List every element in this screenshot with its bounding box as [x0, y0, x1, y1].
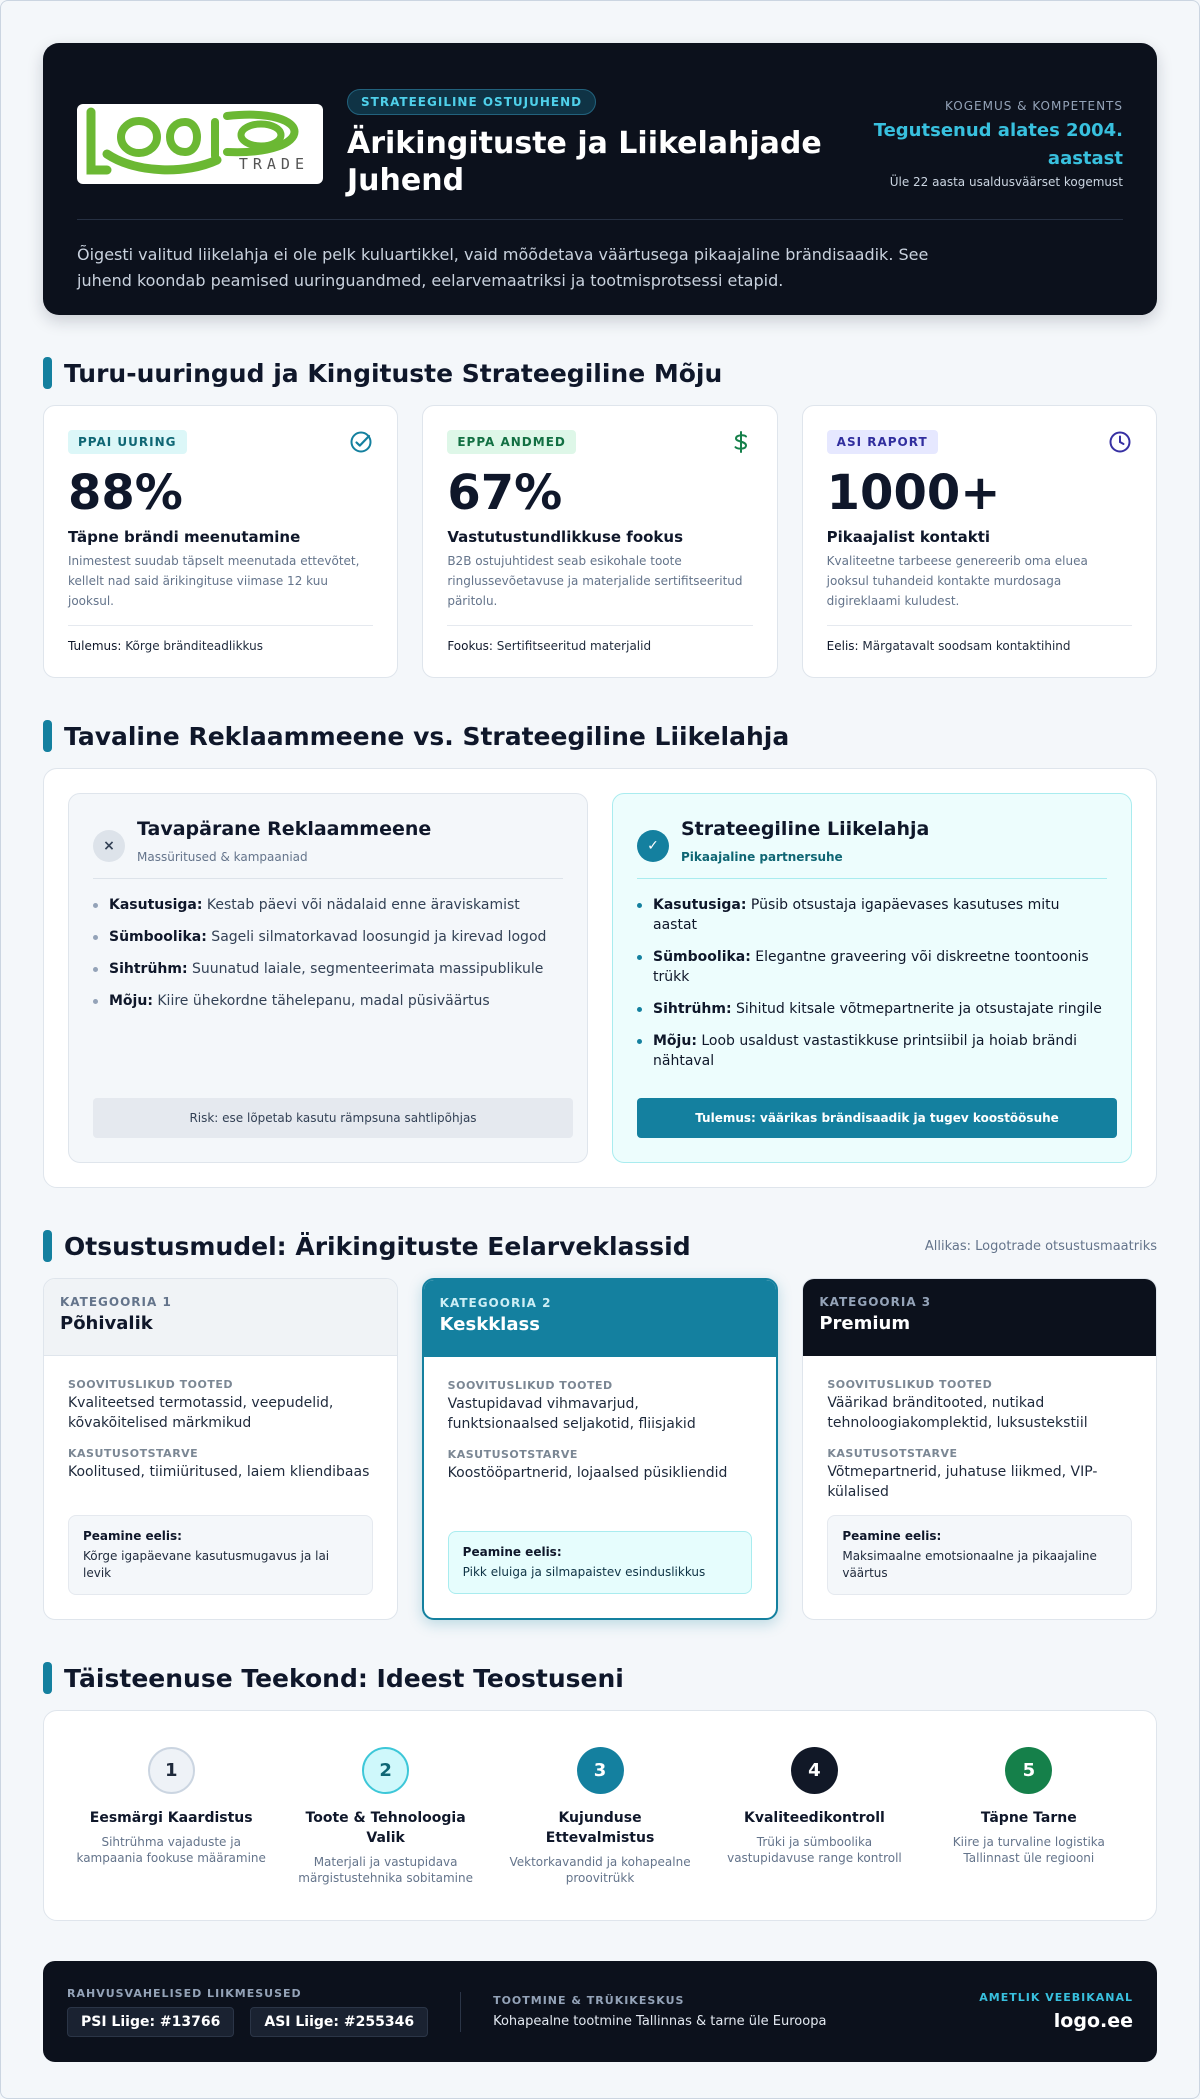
- item-key: Mõju:: [653, 1033, 697, 1049]
- benefit-value: Kõrge igapäevane kasutusmugavus ja lai levik: [83, 1549, 330, 1580]
- products-label: SOOVITUSLIKUD TOOTED: [447, 1379, 613, 1392]
- asi-membership-badge: ASI Liige: #255346: [250, 2007, 428, 2037]
- tier-name: Premium: [819, 1313, 911, 1334]
- step-text: Trüki ja sümboolika vastupidavuse range kontroll: [727, 1835, 902, 1865]
- stat-label: Pikaajalist kontakti: [826, 528, 991, 546]
- logo-wordmark: TRADE: [238, 155, 309, 173]
- check-circle-icon: [349, 430, 373, 454]
- stat-text: B2B ostujuhtidest seab esikohale toote ringlussevõetavuse ja materjalide sertifitseeritud päritolu.: [447, 554, 743, 608]
- tier-benefit: [68, 1515, 373, 1595]
- budget-source: Allikas: Logotrade otsustusmaatriks: [924, 1238, 1157, 1254]
- process-title-text: Täisteenuse Teekond: Ideest Teostuseni: [64, 1663, 624, 1693]
- hero-lead: Õigesti valitud liikelahja ei ole pelk kuluartikkel, vaid mõõdetava väärtusega pikaajaline brändisaadik. See juhend koondab peamised uuringuandmed, eelarvemaatriksi ja tootmisprotsessi etapid.: [77, 245, 929, 290]
- list-item: [637, 999, 1107, 1019]
- comparison-title-text: Tavaline Reklaammeene vs. Strateegiline Liikelahja: [64, 721, 790, 751]
- traditional-gift-card: [68, 793, 588, 1163]
- step-number: 4: [791, 1747, 838, 1794]
- usage-label: KASUTUSOTSTARVE: [827, 1447, 958, 1460]
- products-value: Kvaliteetsed termotassid, veepudelid, kõvakõitelised märkmikud: [68, 1395, 334, 1431]
- tier-kicker: KATEGOORIA 1: [60, 1295, 172, 1309]
- stat-tag: ASI RAPORT: [827, 430, 938, 454]
- benefit-label: Peamine eelis:: [842, 1529, 942, 1543]
- step-number: 3: [577, 1747, 624, 1794]
- card-title: Tavapärane Reklaammeene: [137, 818, 432, 840]
- usage-value: Koostööpartnerid, lojaalsed püsikliendid: [447, 1465, 728, 1481]
- process-title: [43, 1660, 1157, 1696]
- clock-icon: [1108, 430, 1132, 454]
- divider: [637, 878, 1107, 879]
- stat-tag: EPPA ANDMED: [447, 430, 576, 454]
- hero-divider: [77, 219, 1123, 220]
- budget-title-text: Otsustusmudel: Ärikingituste Eelarveklassid: [64, 1231, 691, 1261]
- list-item: [93, 895, 563, 915]
- list-item: [93, 927, 563, 947]
- tier-name: Põhivalik: [60, 1313, 153, 1334]
- experience-since: Tegutsenud alates 2004. aastast: [873, 120, 1123, 169]
- process-step: [493, 1747, 707, 1920]
- usage-value: Koolitused, tiimiüritused, laiem kliendibaas: [68, 1464, 370, 1480]
- section-accent-bar: [43, 357, 52, 389]
- traditional-list: [93, 895, 563, 1011]
- card-title: Strateegiline Liikelahja: [681, 818, 930, 840]
- psi-membership-badge: PSI Liige: #13766: [67, 2007, 234, 2037]
- comparison-title: [43, 718, 1157, 754]
- step-title: Kujunduse Ettevalmistus: [545, 1810, 655, 1846]
- item-value: Loob usaldust vastastikkuse printsiibil ja hoiab brändi nähtaval: [653, 1033, 1078, 1069]
- item-key: Mõju:: [109, 993, 153, 1009]
- list-item: [637, 947, 1107, 987]
- step-title: Täpne Tarne: [980, 1810, 1077, 1826]
- stat-text: Kvaliteetne tarbeese genereerib oma eluea jooksul tuhandeid kontakte murdosaga digireklaami kuludest.: [826, 554, 1088, 608]
- stat-footer-key: Tulemus:: [68, 639, 122, 653]
- stat-footer-key: Eelis:: [826, 639, 859, 653]
- hero-banner: [43, 43, 1157, 315]
- tier-card-basic: [43, 1278, 398, 1620]
- process-step: [707, 1747, 921, 1920]
- dollar-icon: [729, 430, 753, 454]
- comparison-panel: [43, 768, 1157, 1188]
- item-key: Sihtrühm:: [653, 1001, 732, 1017]
- process-timeline: [43, 1710, 1157, 1921]
- process-step: [922, 1747, 1136, 1920]
- tier-card-premium: [802, 1278, 1157, 1620]
- stat-footer: [827, 625, 1132, 653]
- item-value: Sageli silmatorkavad loosungid ja kirevad logod: [206, 929, 547, 945]
- step-title: Kvaliteedikontroll: [743, 1810, 885, 1826]
- research-section: [43, 355, 1157, 678]
- production-text: Kohapealne tootmine Tallinnas & tarne üle Euroopa: [493, 2014, 827, 2029]
- section-accent-bar: [43, 1230, 52, 1262]
- list-item: [637, 895, 1107, 935]
- stat-label: Täpne brändi meenutamine: [68, 528, 301, 546]
- strategic-gift-card: [612, 793, 1132, 1163]
- experience-kicker: KOGEMUS & KOMPETENTS: [945, 99, 1123, 113]
- stat-value: 88%: [68, 465, 183, 521]
- products-value: Vastupidavad vihmavarjud, funktsionaalsed seljakotid, fliisjakid: [447, 1396, 696, 1432]
- step-title: Eesmärgi Kaardistus: [89, 1810, 253, 1826]
- usage-label: KASUTUSOTSTARVE: [68, 1447, 199, 1460]
- products-label: SOOVITUSLIKUD TOOTED: [827, 1378, 993, 1391]
- card-subtitle: Massüritused & kampaaniad: [137, 850, 308, 864]
- stat-card-asi: [802, 405, 1157, 678]
- list-item: [637, 1031, 1107, 1071]
- budget-title: [43, 1228, 691, 1264]
- divider: [93, 878, 563, 879]
- item-key: Kasutusiga:: [109, 897, 203, 913]
- section-accent-bar: [43, 720, 52, 752]
- result-note: Tulemus: väärikas brändisaadik ja tugev koostöösuhe: [637, 1098, 1117, 1138]
- step-number: 1: [148, 1747, 195, 1794]
- strategic-list: [637, 895, 1107, 1071]
- stat-footer: [68, 625, 373, 653]
- footer-divider: [460, 1992, 461, 2032]
- products-label: SOOVITUSLIKUD TOOTED: [68, 1378, 233, 1391]
- benefit-label: Peamine eelis:: [83, 1529, 182, 1543]
- step-number: 5: [1005, 1747, 1052, 1794]
- list-item: [93, 991, 563, 1011]
- item-key: Kasutusiga:: [653, 897, 747, 913]
- research-title-text: Turu-uuringud ja Kingituste Strateegiline Mõju: [64, 358, 723, 388]
- tier-card-mid: [422, 1278, 779, 1620]
- stat-value: 67%: [447, 465, 563, 521]
- website-link[interactable]: logo.ee: [1053, 2010, 1133, 2032]
- tier-kicker: KATEGOORIA 2: [439, 1296, 552, 1310]
- item-value: Elegantne graveering või diskreetne toontoonis trükk: [653, 949, 1089, 985]
- stat-footer: [447, 625, 752, 653]
- usage-value: Võtmepartnerid, juhatuse liikmed, VIP-külalised: [827, 1464, 1098, 1500]
- experience-years: Üle 22 aasta usaldusväärset kogemust: [889, 175, 1123, 189]
- item-value: Kiire ühekordne tähelepanu, madal püsiväärtus: [152, 993, 490, 1009]
- item-value: Sihitud kitsale võtmepartnerite ja otsustajate ringile: [731, 1001, 1102, 1017]
- experience-block: [843, 99, 1123, 189]
- stat-label: Vastutustundlikkuse fookus: [447, 528, 684, 546]
- item-value: Püsib otsustaja igapäevases kasutuses mitu aastat: [653, 897, 1060, 933]
- step-text: Kiire ja turvaline logistika Tallinnast üle regiooni: [952, 1835, 1105, 1865]
- website-label: AMETLIK VEEBIKANAL: [979, 1991, 1133, 2004]
- guide-badge: STRATEEGILINE OSTUJUHEND: [347, 89, 596, 115]
- tier-benefit: [827, 1515, 1132, 1595]
- tier-kicker: KATEGOORIA 3: [819, 1295, 932, 1309]
- item-key: Sihtrühm:: [109, 961, 188, 977]
- step-text: Vektorkavandid ja kohapealne proovitrükk: [509, 1855, 691, 1885]
- step-title: Toote & Tehnoloogia Valik: [305, 1810, 466, 1846]
- benefit-value: Maksimaalne emotsionaalne ja pikaajaline väärtus: [842, 1549, 1097, 1580]
- tier-benefit: [448, 1531, 753, 1594]
- stat-text: Inimestest suudab täpselt meenutada ettevõtet, kellelt nad said ärikingituse viimase 12 kuu jooksul.: [68, 554, 360, 608]
- tier-name: Keskklass: [439, 1314, 540, 1335]
- section-accent-bar: [43, 1662, 52, 1694]
- step-text: Materjali ja vastupidava märgistustehnika sobitamine: [298, 1855, 473, 1885]
- page-footer: [43, 1961, 1157, 2062]
- step-text: Sihtrühma vajaduste ja kampaania fookuse määramine: [76, 1835, 266, 1865]
- benefit-label: Peamine eelis:: [462, 1545, 562, 1559]
- company-logo[interactable]: [77, 104, 323, 184]
- item-value: Suunatud laiale, segmenteerimata massipublikule: [187, 961, 544, 977]
- production-label: TOOTMINE & TRÜKIKESKUS: [493, 1994, 685, 2007]
- products-value: Väärikad bränditooted, nutikad tehnoloogiakomplektid, luksustekstiil: [827, 1395, 1088, 1431]
- research-title: [43, 355, 1157, 391]
- comparison-section: [43, 718, 1157, 1188]
- budget-section: [43, 1228, 1157, 1620]
- process-section: [43, 1660, 1157, 1921]
- stat-footer-value: Kõrge bränditeadlikkus: [121, 639, 263, 653]
- risk-note: Risk: ese lõpetab kasutu rämpsuna sahtlipõhjas: [93, 1098, 573, 1138]
- stat-value: 1000+: [826, 465, 1001, 521]
- stat-footer-value: Märgatavalt soodsam kontaktihind: [858, 639, 1071, 653]
- benefit-value: Pikk eluiga ja silmapaistev esinduslikkus: [462, 1565, 706, 1579]
- step-number: 2: [362, 1747, 409, 1794]
- usage-label: KASUTUSOTSTARVE: [447, 1448, 578, 1461]
- memberships-label: RAHVUSVAHELISED LIIKMESUSED: [67, 1986, 302, 2000]
- stat-tag: PPAI UURING: [68, 430, 187, 454]
- stat-footer-value: Sertifitseeritud materjalid: [492, 639, 652, 653]
- card-subtitle: Pikaajaline partnersuhe: [681, 850, 843, 864]
- item-key: Sümboolika:: [109, 929, 207, 945]
- list-item: [93, 959, 563, 979]
- process-step: [64, 1747, 278, 1920]
- stat-footer-key: Fookus:: [447, 639, 493, 653]
- page-title: Ärikingituste ja Liikelahjade Juhend: [347, 126, 822, 198]
- item-key: Sümboolika:: [653, 949, 751, 965]
- item-value: Kestab päevi või nädalaid enne äraviskamist: [202, 897, 520, 913]
- check-icon: ✓: [637, 830, 669, 862]
- process-step: [278, 1747, 492, 1920]
- close-icon: ×: [93, 830, 125, 862]
- stat-card-eppa: [422, 405, 777, 678]
- stat-card-ppai: [43, 405, 398, 678]
